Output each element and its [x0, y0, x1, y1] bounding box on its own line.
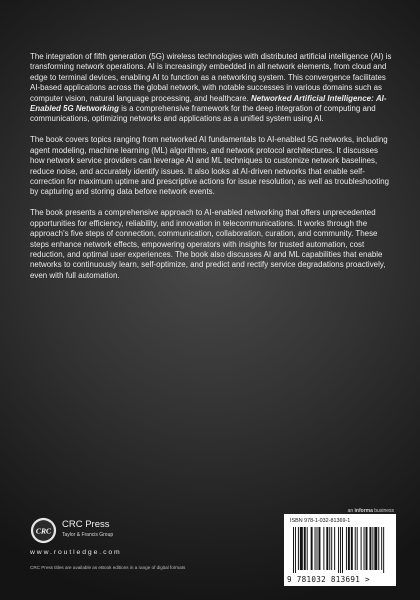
- barcode-bar: [334, 527, 335, 570]
- barcode-bar: [383, 527, 384, 573]
- informa-business: business: [374, 508, 394, 514]
- barcode-bar: [318, 527, 320, 570]
- barcode-bar: [298, 527, 299, 570]
- isbn-number: ISBN 978-1-032-81369-1: [290, 518, 351, 524]
- barcode-bar: [315, 527, 316, 570]
- blurb-p1-text: The integration of fifth generation (5G) wireless technologies with distributed artificial intelligence (AI) is transforming network operations. AI is increasingly embedded in all network elements, from cloud and edge to terminal devices, enabling AI to function as a networking system. This convergence facilitates AI-based applications across the global network, with notable successes in various domains such as computer vision, natural language processing, and healthcare.: [30, 52, 392, 103]
- barcode-addon-mark: >: [364, 575, 370, 584]
- taylor-francis-group: Taylor & Francis Group: [62, 532, 114, 538]
- barcode-bar: [338, 527, 339, 573]
- barcode-bars: [293, 527, 387, 573]
- blurb-paragraph-1: [30, 52, 394, 125]
- informa-brand: informa: [354, 508, 373, 514]
- barcode-bar: [331, 527, 332, 570]
- barcode-digit-string: 9 781032 813691: [287, 575, 361, 584]
- blurb: [30, 52, 394, 292]
- barcode-bar: [311, 527, 313, 570]
- logo-text: CRC: [35, 526, 52, 536]
- website-url[interactable]: www.routledge.com: [30, 549, 122, 556]
- barcode-digits: [287, 575, 393, 584]
- barcode-bar: [346, 527, 347, 570]
- book-title-line-2: AI-Enabled 5G Networking: [30, 93, 387, 114]
- informa-an: an: [347, 508, 354, 514]
- book-title-line-1: Networked Artificial Intelligence:: [251, 93, 374, 103]
- barcode-bar: [323, 527, 324, 570]
- barcode-bar: [378, 527, 379, 570]
- barcode-bar: [317, 527, 318, 570]
- barcode-bar: [372, 527, 373, 570]
- barcode-bar: [348, 527, 350, 570]
- barcode-bar: [307, 527, 308, 570]
- barcode-bar: [369, 527, 371, 570]
- barcode-bar: [381, 527, 382, 570]
- barcode-bar: [361, 527, 362, 570]
- barcode-bar: [351, 527, 353, 570]
- barcode-bar: [326, 527, 328, 570]
- barcode-bar: [342, 527, 343, 573]
- barcode-bar: [340, 527, 341, 573]
- barcode-bar: [293, 527, 294, 573]
- ebook-note: CRC Press titles are available as eBook editions in a range of digital formats: [30, 565, 186, 570]
- barcode-bar: [304, 527, 306, 570]
- blurb-paragraph-3: The book presents a comprehensive approach to AI-enabled networking that offers unprecedented opportunities for efficiency, reliability, and innovation in telecommunications. It works through the approach's five steps of connection, communication, collaboration, curation, and community. These steps enhance network effects, empowering operators with insights for trusted automation, cost reduction, and optimal user experiences. The book also discusses AI and ML capabilities that enable networks to continuously learn, self-optimize, and predict and rectify service degradations proactively, even with full automation.: [30, 208, 386, 280]
- blurb-paragraph-2: The book covers topics ranging from networked AI fundamentals to AI-enabled 5G networks, including agent modeling, machine learning (ML) algorithms, and network protocol architectures. It discusses how network service providers can leverage AI and ML techniques to customize network baselines, reduce noise, and accurately identify issues. It also looks at AI-driven networks that enable self-correction for maximum uptime and prescriptive actions for issue resolution, as well as troubleshooting by capturing and storing data before network events.: [30, 135, 390, 197]
- barcode-bar: [364, 527, 365, 570]
- crc-press-name: CRC Press: [62, 519, 110, 530]
- barcode-bar: [374, 527, 377, 570]
- barcode-bar: [295, 527, 296, 573]
- isbn-barcode: [284, 514, 396, 586]
- barcode-bar: [357, 527, 358, 570]
- barcode-bar: [355, 527, 356, 570]
- barcode-bar: [300, 527, 303, 570]
- barcode-bar: [329, 527, 330, 570]
- crc-press-logo-icon: [30, 517, 57, 544]
- barcode-bar: [366, 527, 368, 570]
- blurb-p1-continued: is a comprehensive framework for the deep integration of computing and communications, optimizing networks and applications as a unified system using AI.: [30, 104, 376, 124]
